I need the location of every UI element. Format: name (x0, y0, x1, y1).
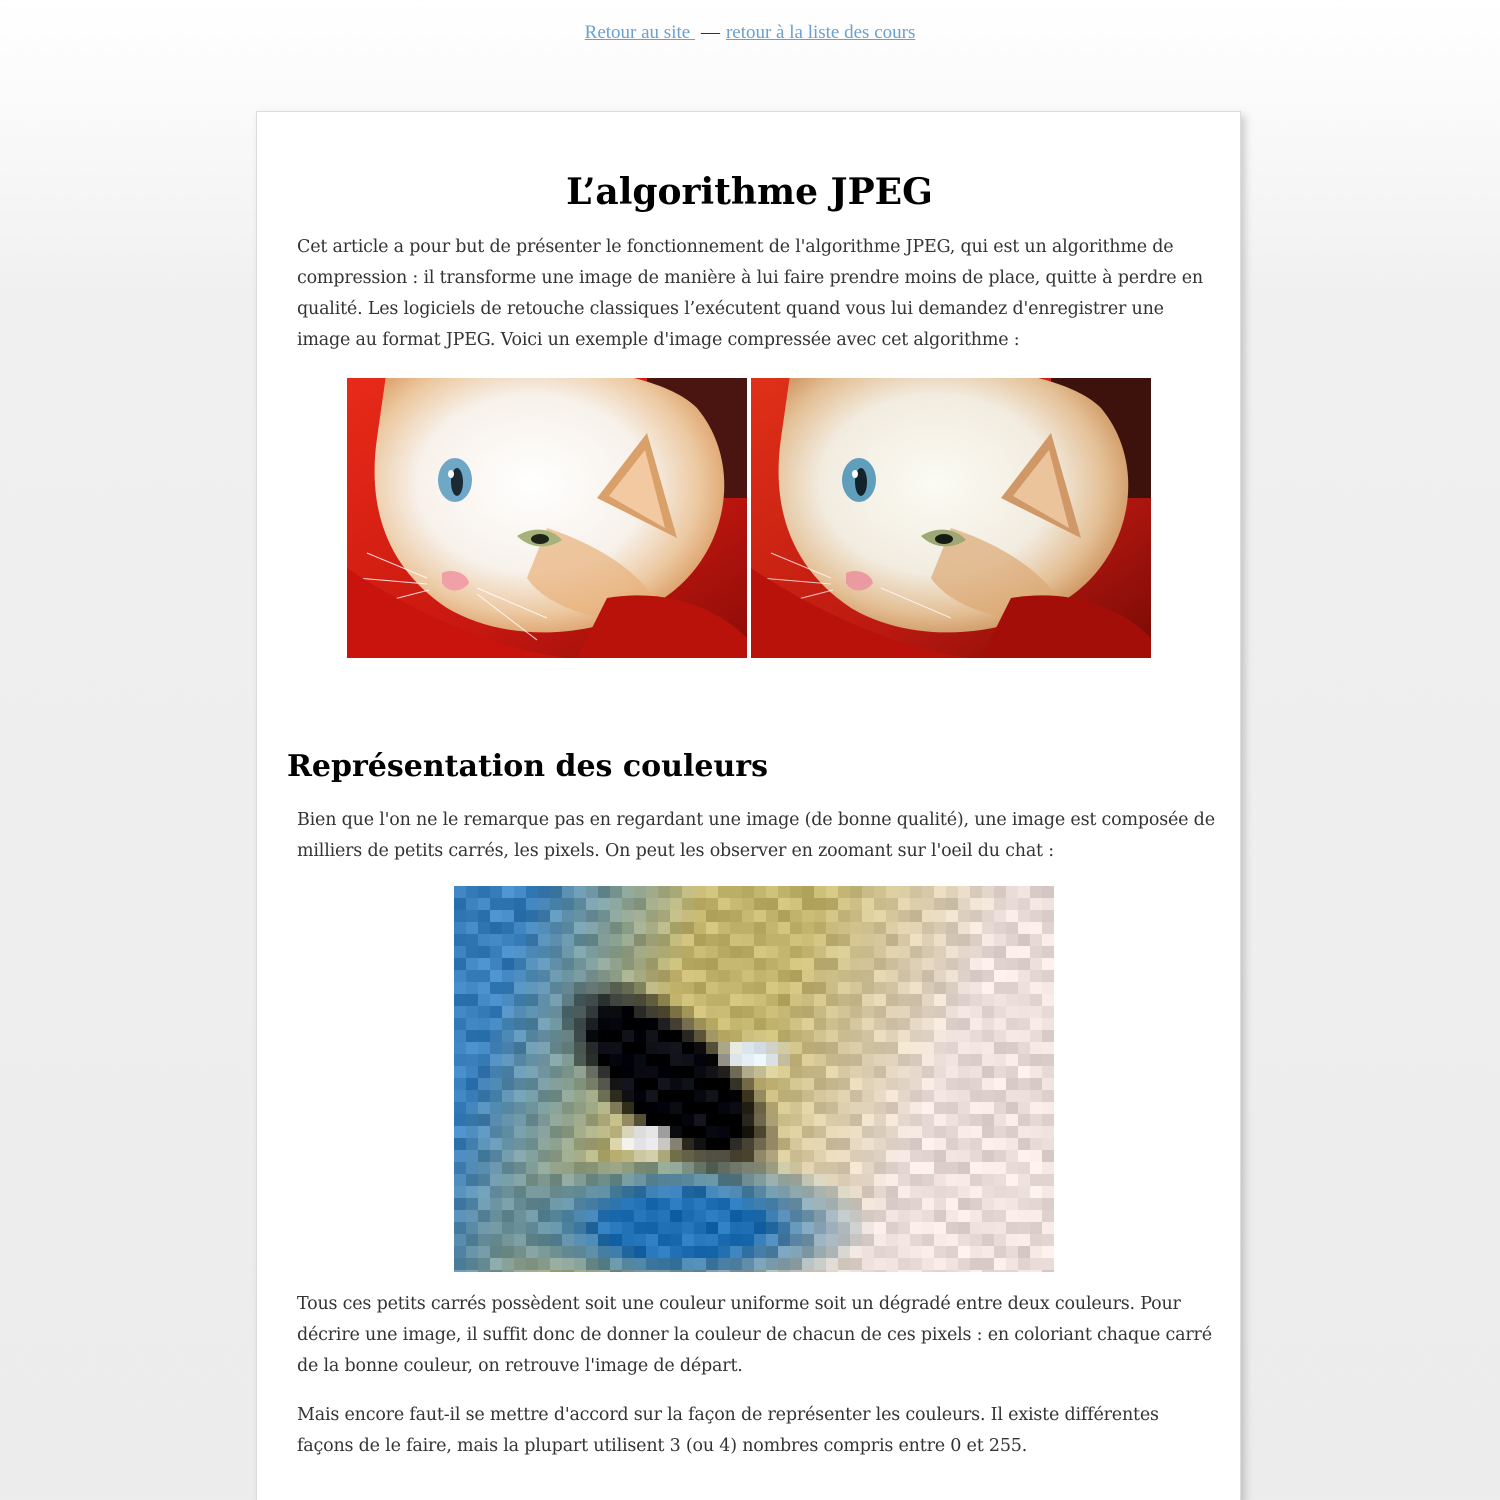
section-heading-colors: Représentation des couleurs (287, 749, 768, 784)
back-to-courses-link[interactable]: retour à la liste des cours (725, 22, 916, 43)
cat-photo-compressed (751, 378, 1151, 658)
pixel-colors-paragraph: Tous ces petits carrés possèdent soit une couleur uniforme soit un dégradé entre deux couleurs. Pour décrire une image, il suffit donc de donner la couleur de chacun de ces pixels : en coloriant chaque carré de la bonne couleur, on retrouve l'image de départ. (297, 1294, 1212, 1376)
intro-paragraph: Cet article a pour but de présenter le fonctionnement de l'algorithme JPEG, qui est un algorithme de compression : il transforme une image de manière à lui faire prendre moins de place, quitte à perdre en qualité. Les logiciels de retouche classiques l’exécutent quand vous lui demandez d'enregistrer une image au format JPEG. Voici un exemple d'image compressée avec cet algorithme : (297, 237, 1204, 350)
color-representation-paragraph: Mais encore faut-il se mettre d'accord sur la façon de représenter les couleurs. Il existe différentes façons de le faire, mais la plupart utilisent 3 (ou 4) nombres compris entre 0 et 255. (297, 1405, 1159, 1456)
pixels-paragraph: Bien que l'on ne le remarque pas en regardant une image (de bonne qualité), une image est composée de milliers de petits carrés, les pixels. On peut les observer en zoomant sur l'oeil du chat : (297, 810, 1215, 861)
article-title: L’algorithme JPEG (566, 171, 933, 213)
cat-photo-original (347, 378, 747, 658)
nav-separator: — (700, 22, 720, 43)
top-navigation (0, 22, 1500, 44)
back-to-site-link[interactable]: Retour au site (584, 22, 695, 43)
cat-eye-zoom-image (454, 886, 1054, 1272)
